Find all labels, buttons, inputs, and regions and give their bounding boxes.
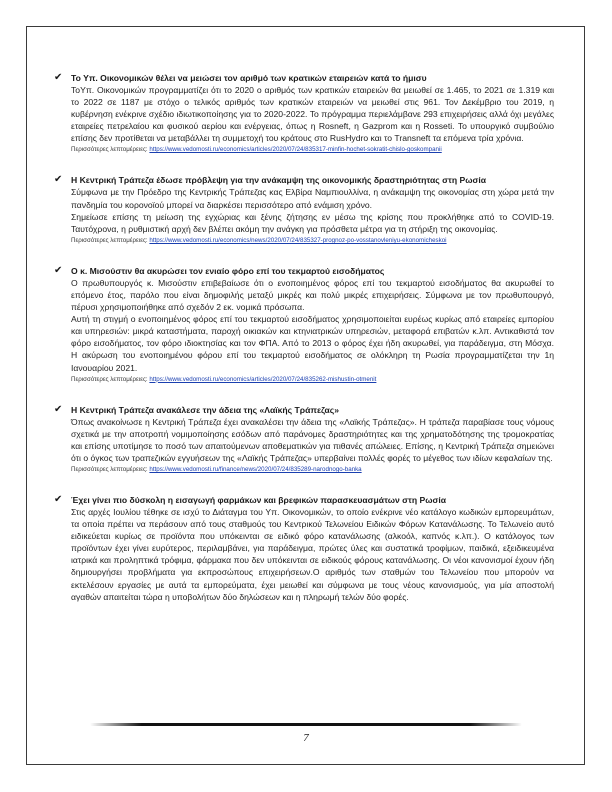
- details-line: [54, 236, 554, 245]
- article-5: [54, 494, 554, 603]
- article-title-text: Ο κ. Μισούστιν θα ακυρώσει τον ενιαίο φόρο επί του τεκμαρτού εισοδήματος: [71, 265, 385, 276]
- details-line: [54, 465, 554, 474]
- article-title-text: Έχει γίνει πιο δύσκολη η εισαγωγή φαρμάκων και βρεφικών παρασκευασμάτων στη Ρωσία: [71, 494, 447, 505]
- page-number: 7: [303, 732, 309, 744]
- check-icon: ✔: [54, 72, 63, 83]
- details-line: [54, 375, 554, 384]
- article-title-text: Η Κεντρική Τράπεζα έδωσε πρόβλεψη για την ανάκαμψη της οικονομικής δραστηριότητας στη Ρωσία: [71, 175, 487, 186]
- article-body: [54, 186, 554, 234]
- news-content: [54, 72, 554, 623]
- article-paragraph: Ο πρωθυπουργός κ. Μισούστιν επιβεβαίωσε ότι ο ενοποιημένος φόρος επί του τεκμαρτού εισοδήματος θα ακυρωθεί το επόμενο έτος, παρόλο που είναι δημοφιλής μεταξύ μικρές και πολύ μικρές επιχειρήσεις. Σύμφωνα με τον πρωθυπουργό, πέρυσι χρησιμοποιήθηκε από σχεδόν 2 εκ. νομικά πρόσωπα.: [71, 277, 554, 313]
- article-paragraph: Σύμφωνα με την Πρόεδρο της Κεντρικής Τράπεζας κας Ελβίρα Ναμπιουλλίνα, η ανάκαμψη της οικονομίας στη χώρα μετά την πανδημία του κορονοϊού μπορεί να διαρκέσει περισσότερο από ενάμιση χρόνο.: [71, 187, 554, 210]
- article-body: [54, 506, 554, 603]
- article-title: [54, 404, 554, 416]
- check-icon: ✔: [54, 493, 63, 505]
- check-icon: ✔: [54, 174, 63, 186]
- article-4: [54, 404, 554, 474]
- check-icon: ✔: [54, 403, 63, 415]
- article-title: [54, 265, 554, 277]
- article-paragraph: Όπως ανακοίνωσε η Κεντρική Τράπεζα έχει ανακαλέσει την άδεια της «Λαϊκής Τράπεζας». Η τράπεζα παραβίασε τους νόμους σχετικά με την αποτροπή νομιμοποίησης εσόδων από παράνομες δραστηριότητες και της χρηματοδότησης της τρομοκρατίας και επίσης υποτίμησε το ποσό των απαιτούμενων αποθεματικών για πιθανές απώλειες. Επίσης, η Κεντρική Τράπεζα σημειώνει ότι ο όγκος των τραπεζικών εγγυήσεων της «Λαϊκής Τράπεζας» υπερβαίνει πολλές φορές το μέγεθος των ιδίων κεφαλαίων της.: [71, 416, 554, 463]
- article-title: [54, 72, 554, 84]
- details-label: Περισσότερες λεπτομέρειες:: [71, 465, 148, 473]
- article-title: [54, 494, 554, 506]
- article-3: [54, 265, 554, 384]
- article-2: [54, 174, 554, 244]
- article-title: [54, 174, 554, 186]
- details-label: Περισσότερες λεπτομέρειες:: [71, 375, 148, 383]
- article-1: [54, 72, 554, 154]
- article-body: [54, 416, 554, 464]
- article-body: [54, 277, 554, 374]
- check-icon: ✔: [54, 264, 63, 276]
- article-paragraph: Στις αρχές Ιουλίου τέθηκε σε ισχύ το Διάταγμα του Υπ. Οικονομικών, το οποίο ενέκρινε νέο κατάλογο κωδικών εμπορευμάτων, τα οποία πρέπει να περάσουν από τους σταθμούς του Κεντρικού Τελωνείου Ειδικών Φόρων Κατανάλωσης. Το Τελωνείο αυτό ειδικεύεται κυρίως σε προϊόντα που υπόκεινται σε ειδικό φόρο κατανάλωσης (αλκοόλ, καπνός κ.λπ.). Ο κατάλογος των προϊόντων έχει γίνει ευρύτερος, περιλαμβάνει, για παράδειγμα, πρώτες ύλες και συστατικά τροφίμων, παιδικά, εξειδικευμένα ιατρικά και προληπτικά τρόφιμα, φάρμακα που δεν υπόκεινται σε ειδικούς φόρους κατανάλωσης. Οι νέοι κανονισμοί έχουν ήδη δημιουργήσει προβλήματα για εκπροσώπους επιχειρήσεων.Ο αριθμός των σταθμών του Τελωνείου που μπορούν να εκτελέσουν εργασίες με αυτά τα εμπορεύματα, έχει μειωθεί και σύμφωνα με τους νέους κανονισμούς, για μία αποστολή αγαθών απαιτείται τώρα η υποβολήτων δύο δηλώσεων και η πληρωμή τελών δύο φορές.: [71, 506, 554, 602]
- details-link[interactable]: https://www.vedomosti.ru/economics/news/2020/07/24/835327-prognoz-po-vosstanovleniyu-ekonomicheskoi: [149, 236, 447, 244]
- article-paragraph: Σημείωσε επίσης τη μείωση της εγχώριας και ξένης ζήτησης εν μέσω της κρίσης που προκλήθηκε από το COVID-19. Ταυτόχρονα, η ρυθμιστική αρχή δεν βλέπει ακόμη την ανάγκη για πρόσθετα μέτρα για τη στήριξη της οικονομίας.: [71, 211, 554, 234]
- article-title-text: Η Κεντρική Τράπεζα ανακάλεσε την άδεια της «Λαϊκής Τράπεζας»: [71, 404, 340, 415]
- footer-divider: [90, 723, 522, 726]
- details-link[interactable]: https://www.vedomosti.ru/economics/articles/2020/07/24/835262-mishustin-otmenit: [149, 375, 377, 383]
- article-paragraph: Αυτή τη στιγμή ο ενοποιημένος φόρος επί του τεκμαρτού εισοδήματος χρησιμοποιείται ευρέως κυρίως από εταιρείες εμπορίου και υπηρεσιών: μικρά καταστήματα, παροχή οικιακών και κτηνιατρικών υπηρεσιών, μεταφορά επιβατών κ.λπ. Αντικαθιστά τον φόρο εισοδήματος, τον φόρο ιδιοκτησίας και τον ΦΠΑ. Από το 2013 ο φόρος έχει ήδη ακυρωθεί, για παράδειγμα, στη Μόσχα. Η ακύρωση του ενοποιημένου φόρου επί του τεκμαρτού εισοδήματος σε ολόκληρη τη Ρωσία προγραμματίζεται την 1η Ιανουαρίου 2021.: [71, 314, 554, 373]
- details-link[interactable]: https://www.vedomosti.ru/economics/articles/2020/07/24/835317-minfin-hochet-sokratit-chislo-goskompanii: [149, 146, 442, 154]
- article-body: [54, 84, 554, 144]
- article-paragraph: ΤοΥπ. Οικονομικών προγραμματίζει ότι το 2020 ο αριθμός των κρατικών εταιρειών θα μειωθεί σε 1.465, το 2021 σε 1.319 και το 2022 σε 1187 με στόχο ο τελικός αριθμός των κρατικών εταιρειών να μειωθεί στις 961. Τον Δεκέμβριο του 2019, η κυβέρνηση ενέκρινε σχέδιο ιδιωτικοποίησης για το 2020-2022. Το πρόγραμμα περιελάμβανε 293 επιχειρήσεις αλλά όχι μεγάλες εταιρείες πετρελαίου και φυσικού αερίου και ενέργειας, όπως η Rosneft, η Gazprom και η Rosseti. Το υπουργικό συμβούλιο επίσης δεν προτίθεται να μεταβάλλει τη συμμετοχή του κράτους στο RusHydro και το Transneft τα επόμενα τρία χρόνια.: [71, 85, 554, 144]
- details-line: [54, 145, 554, 154]
- details-label: Περισσότερες λεπτομέρειες:: [71, 146, 148, 154]
- details-label: Περισσότερες λεπτομέρειες:: [71, 236, 148, 244]
- details-link[interactable]: https://www.vedomosti.ru/finance/news/2020/07/24/835289-narodnogo-banka: [149, 465, 362, 473]
- article-title-text: Το Υπ. Οικονομικών θέλει να μειώσει τον αριθμό των κρατικών εταιρειών κατά το ήμισυ: [71, 73, 427, 83]
